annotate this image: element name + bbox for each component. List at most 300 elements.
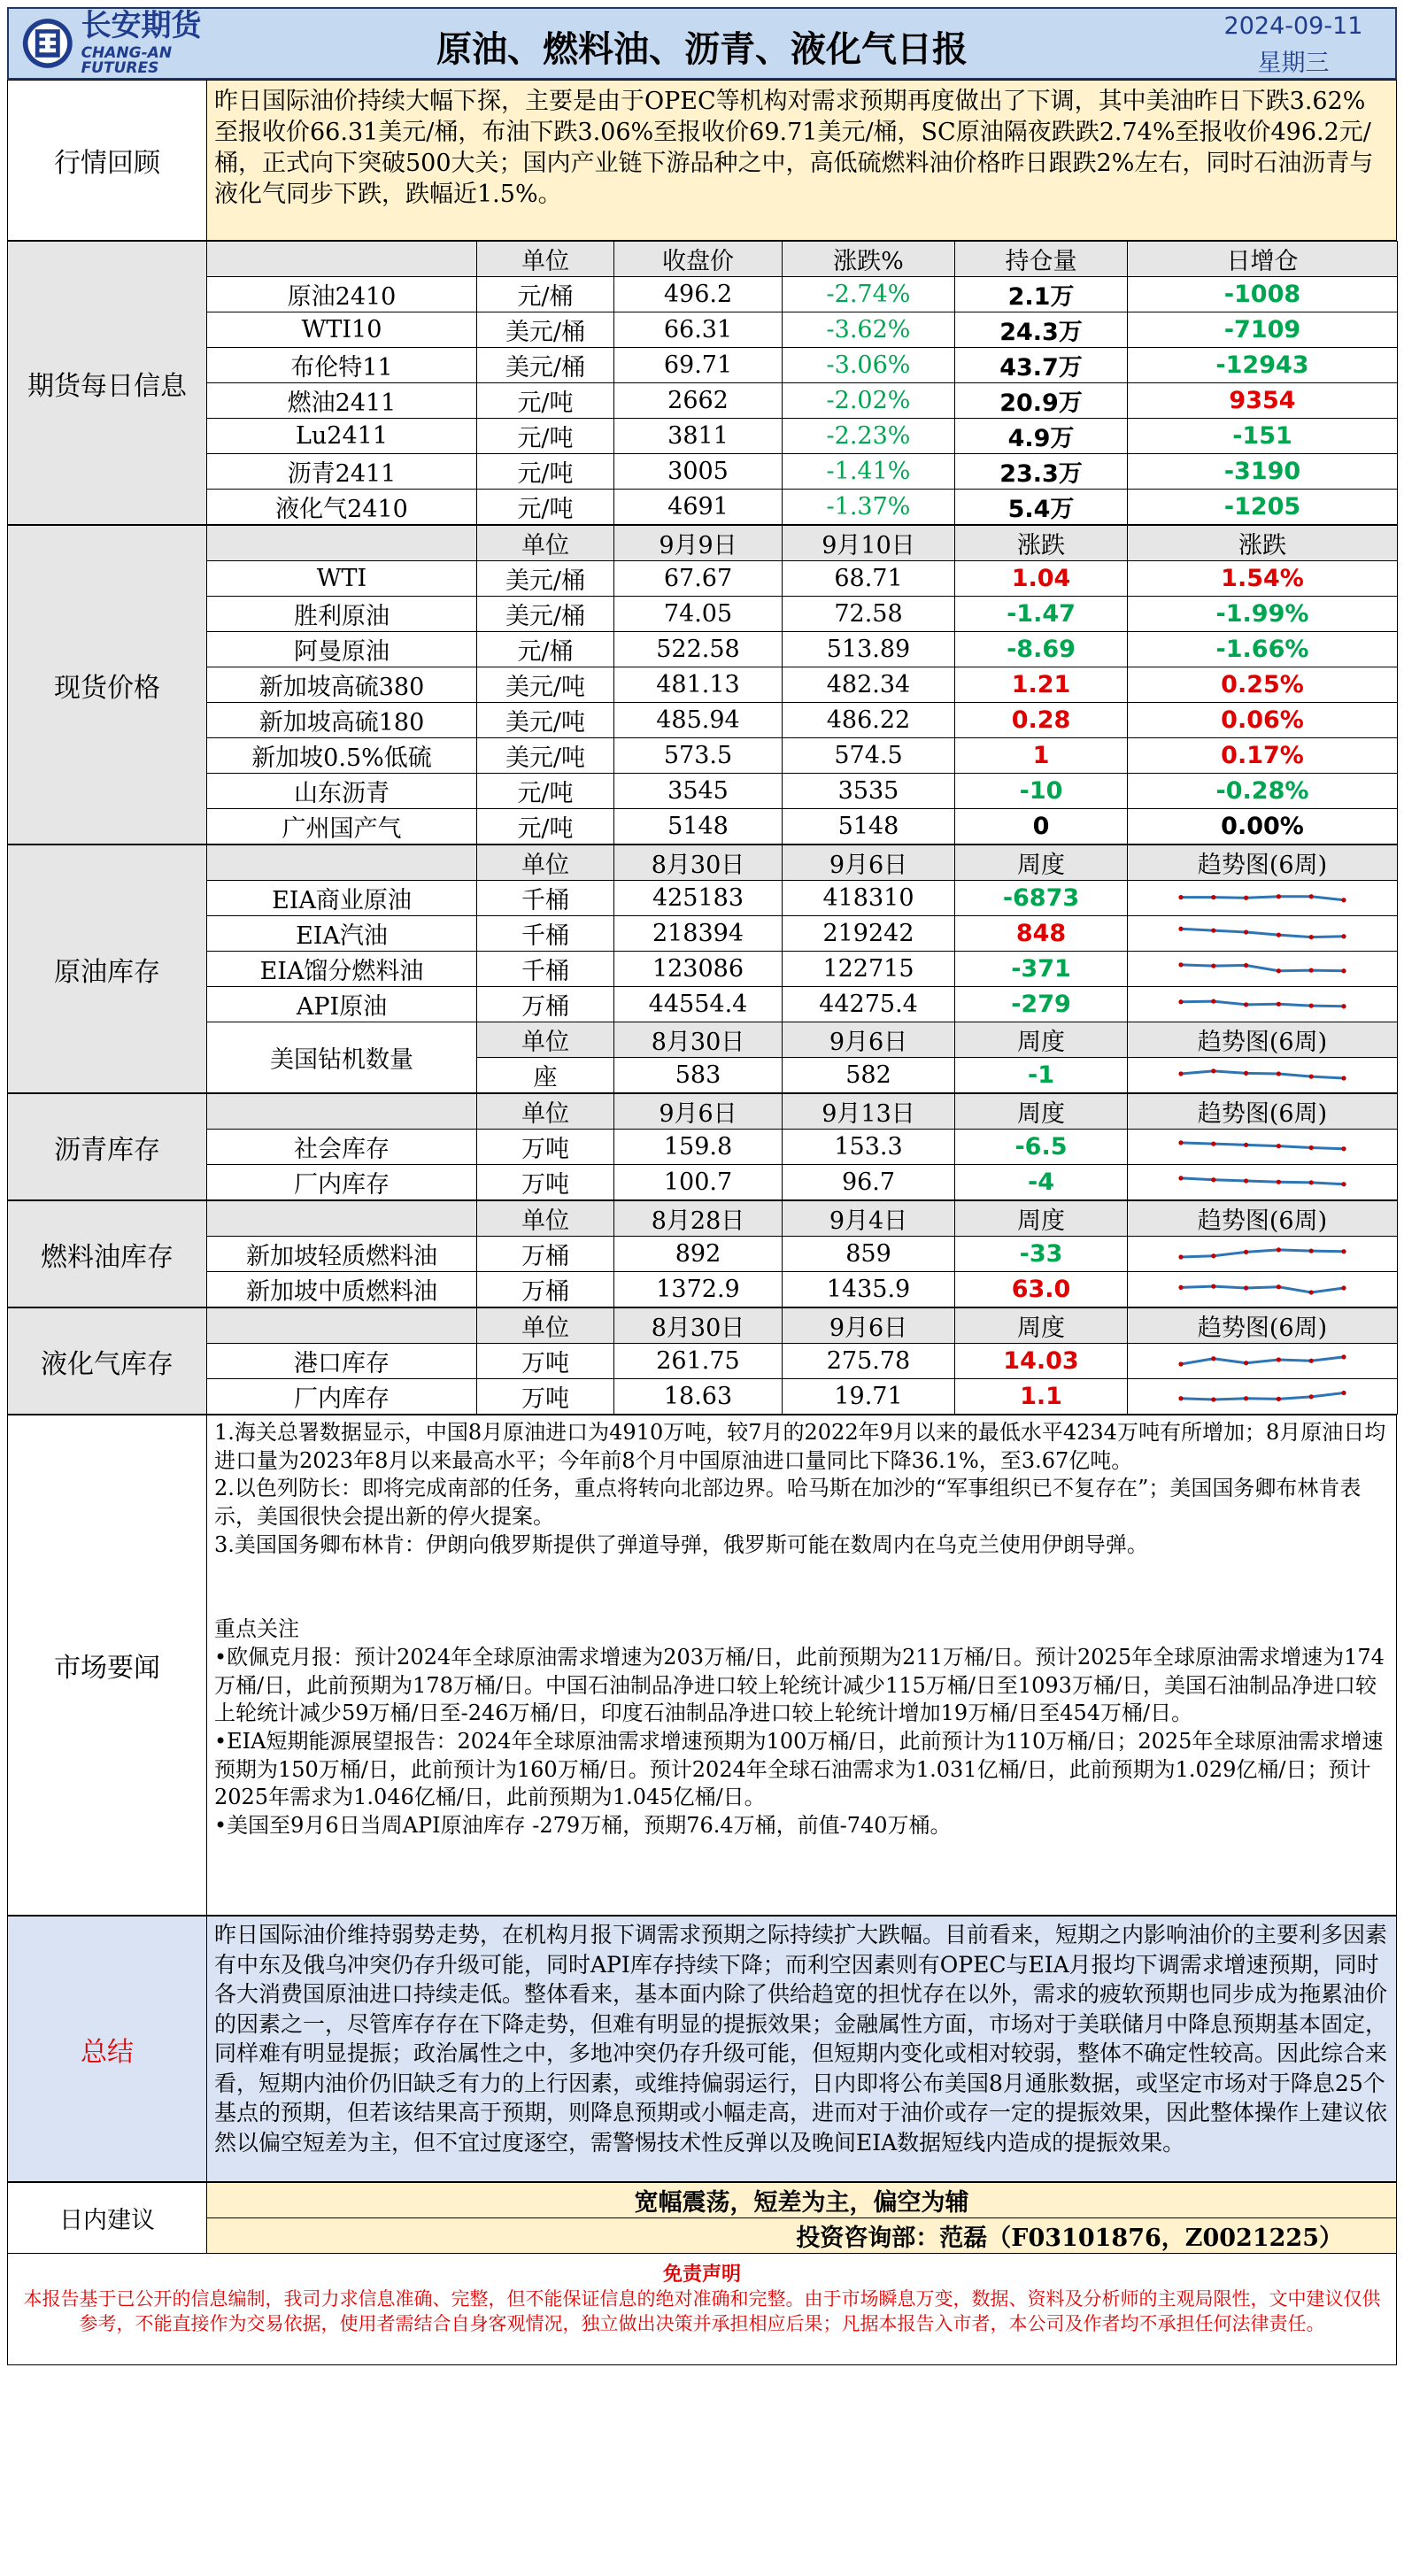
value-prev: 123086 xyxy=(614,952,783,987)
item-name: 厂内库存 xyxy=(207,1379,477,1415)
trend-point xyxy=(1211,929,1215,933)
trend-point xyxy=(1277,1144,1281,1148)
column-header: 周度 xyxy=(955,1094,1128,1130)
spot-row xyxy=(8,667,1398,703)
value-prev: 100.7 xyxy=(614,1165,783,1200)
weekly-change: -4 xyxy=(955,1165,1128,1200)
trend-point xyxy=(1178,1285,1183,1290)
item-name: API原油 xyxy=(207,987,477,1022)
futures-row xyxy=(8,419,1398,454)
news-paragraph: •EIA短期能源展望报告：2024年全球原油需求增速预期为100万桶/日，此前预计为110万桶/日；2025年全球原油需求增速预期为150万桶/日，此前预计为160万桶/日。预计2024年全球石油需求为1.031亿桶/日，此前预期为1.029亿桶/日；预计2025年需求为1.046亿桶/日，此前预期为1.045亿桶/日。 xyxy=(214,1729,1384,1810)
unit: 万吨 xyxy=(477,1165,614,1200)
close-price: 69.71 xyxy=(614,348,783,383)
value-prev: 1372.9 xyxy=(614,1272,783,1307)
crude_inv-section-label: 原油库存 xyxy=(8,845,207,1093)
price-day1: 481.13 xyxy=(614,667,783,703)
contract-name: 原油2410 xyxy=(207,277,477,312)
value-prev: 218394 xyxy=(614,916,783,952)
weekly-change: 1.1 xyxy=(955,1379,1128,1415)
unit: 万吨 xyxy=(477,1130,614,1165)
trend-point xyxy=(1211,1142,1215,1146)
price-day2: 482.34 xyxy=(783,667,955,703)
trend-point xyxy=(1211,1253,1215,1258)
disclaimer xyxy=(7,2254,1397,2365)
unit: 美元/桶 xyxy=(477,348,614,383)
unit: 元/吨 xyxy=(477,383,614,419)
lpg_inv-section-label: 液化气库存 xyxy=(8,1308,207,1415)
change-pct: -3.62% xyxy=(783,312,955,348)
rig-header-row xyxy=(8,1022,1398,1058)
change-pct: -2.74% xyxy=(783,277,955,312)
unit: 元/吨 xyxy=(477,774,614,809)
trend-point xyxy=(1178,1362,1183,1367)
trend-point xyxy=(1211,1356,1215,1361)
value-curr: 1435.9 xyxy=(783,1272,955,1307)
trend-point xyxy=(1341,1004,1346,1008)
contract-name: Lu2411 xyxy=(207,419,477,454)
price-day2: 574.5 xyxy=(783,738,955,774)
trend-point xyxy=(1309,1249,1314,1253)
open-interest: 5.4万 xyxy=(955,490,1128,525)
unit: 座 xyxy=(477,1058,614,1093)
trend-line xyxy=(1181,1286,1344,1292)
trend-point xyxy=(1244,1361,1248,1365)
trend-point xyxy=(1277,1002,1281,1006)
unit: 元/桶 xyxy=(477,632,614,667)
column-header: 周度 xyxy=(955,1022,1128,1058)
column-header: 单位 xyxy=(477,845,614,881)
trend-point xyxy=(1277,1284,1281,1289)
contract-name: 沥青2411 xyxy=(207,454,477,490)
futures-row xyxy=(8,454,1398,490)
unit: 千桶 xyxy=(477,916,614,952)
daily-oi-change: -7109 xyxy=(1128,312,1398,348)
trend-point xyxy=(1244,1286,1248,1291)
fuel_inv-header-row xyxy=(8,1201,1398,1237)
trend-point xyxy=(1211,999,1215,1004)
daily-oi-change: -1205 xyxy=(1128,490,1398,525)
column-header: 9月4日 xyxy=(783,1201,955,1237)
change-pct: -2.23% xyxy=(783,419,955,454)
value-prev: 261.75 xyxy=(614,1344,783,1379)
trend-point xyxy=(1244,1179,1248,1184)
disclaimer-title: 免责声明 xyxy=(662,2263,741,2286)
change-abs: 1.04 xyxy=(955,561,1128,597)
trend-point xyxy=(1244,1071,1248,1076)
futures-row xyxy=(8,312,1398,348)
inventory-row xyxy=(8,1272,1398,1307)
trend-chart-cell xyxy=(1128,1058,1398,1093)
weekly-change: -33 xyxy=(955,1237,1128,1272)
trend-sparkline xyxy=(1174,1244,1351,1264)
unit: 万桶 xyxy=(477,1237,614,1272)
trend-chart-cell xyxy=(1128,1165,1398,1200)
futures-row xyxy=(8,490,1398,525)
column-header: 9月9日 xyxy=(614,526,783,561)
trend-point xyxy=(1211,1069,1215,1074)
trend-sparkline xyxy=(1174,888,1351,908)
change-pct: -2.02% xyxy=(783,383,955,419)
column-header: 周度 xyxy=(955,845,1128,881)
brand-logo xyxy=(9,9,248,78)
column-header: 9月6日 xyxy=(783,1308,955,1344)
trend-point xyxy=(1244,963,1248,968)
spot-row xyxy=(8,809,1398,845)
inventory-row xyxy=(8,881,1398,916)
open-interest: 23.3万 xyxy=(955,454,1128,490)
advice-label: 日内建议 xyxy=(8,2183,207,2254)
trend-line xyxy=(1181,897,1344,900)
spot-row xyxy=(8,774,1398,809)
trend-point xyxy=(1244,1003,1248,1007)
spot-header-row xyxy=(8,526,1398,561)
news-label: 市场要闻 xyxy=(8,1415,207,1916)
price-day2: 5148 xyxy=(783,809,955,845)
weekly-change: 63.0 xyxy=(955,1272,1128,1307)
open-interest: 43.7万 xyxy=(955,348,1128,383)
value-curr: 122715 xyxy=(783,952,955,987)
trend-point xyxy=(1309,968,1314,973)
trend-sparkline xyxy=(1174,923,1351,944)
header-spacer xyxy=(207,242,477,277)
trend-point xyxy=(1341,934,1346,938)
change-pct: 0.00% xyxy=(1128,809,1398,845)
spot-row xyxy=(8,738,1398,774)
inventory-row xyxy=(8,1165,1398,1200)
column-header: 9月6日 xyxy=(783,1022,955,1058)
change-abs: -8.69 xyxy=(955,632,1128,667)
value-prev: 18.63 xyxy=(614,1379,783,1415)
asphalt_inv-section-label: 沥青库存 xyxy=(8,1094,207,1200)
column-header: 周度 xyxy=(955,1201,1128,1237)
trend-point xyxy=(1277,933,1281,937)
trend-point xyxy=(1211,964,1215,968)
value-curr: 219242 xyxy=(783,916,955,952)
trend-point xyxy=(1211,1398,1215,1402)
unit: 元/吨 xyxy=(477,454,614,490)
trend-point xyxy=(1211,895,1215,899)
item-name: 社会库存 xyxy=(207,1130,477,1165)
price-day1: 67.67 xyxy=(614,561,783,597)
futures-section-label: 期货每日信息 xyxy=(8,242,207,525)
header-spacer xyxy=(207,526,477,561)
column-header: 8月30日 xyxy=(614,845,783,881)
news-paragraph: 3.美国国务卿布林肯：伊朗向俄罗斯提供了弹道导弹，俄罗斯可能在数周内在乌克兰使用伊朗导弹。 xyxy=(214,1531,1148,1557)
trend-point xyxy=(1309,894,1314,899)
value-curr: 275.78 xyxy=(783,1344,955,1379)
close-price: 3811 xyxy=(614,419,783,454)
header-spacer xyxy=(207,845,477,881)
daily-oi-change: 9354 xyxy=(1128,383,1398,419)
column-header: 单位 xyxy=(477,1094,614,1130)
trend-point xyxy=(1309,1395,1314,1400)
trend-point xyxy=(1277,1397,1281,1401)
trend-point xyxy=(1309,1145,1314,1150)
open-interest: 4.9万 xyxy=(955,419,1128,454)
trend-point xyxy=(1341,968,1346,973)
news-paragraph: •欧佩克月报：预计2024年全球原油需求增速为203万桶/日，此前预期为211万桶/日。预计2025年全球原油需求增速为174万桶/日，此前预期为178万桶/日。中国石油制品净进口较上轮统计减少115万桶/日至1093万桶/日，美国石油制品净进口较上轮统计减少59万桶/日至-246万桶/日，印度石油制品净进口较上轮统计增加19万桶/日至454万桶/日。 xyxy=(214,1645,1385,1726)
open-interest: 2.1万 xyxy=(955,277,1128,312)
item-name: 港口库存 xyxy=(207,1344,477,1379)
crude_inv-header-row xyxy=(8,845,1398,881)
value-prev: 583 xyxy=(614,1058,783,1093)
price-day2: 3535 xyxy=(783,774,955,809)
value-prev: 159.8 xyxy=(614,1130,783,1165)
inventory-row xyxy=(8,1130,1398,1165)
trend-chart-cell xyxy=(1128,987,1398,1022)
advice-author: 投资咨询部：范磊（F03101876，Z0021225） xyxy=(207,2218,1397,2254)
inventory-row xyxy=(8,916,1398,952)
close-price: 496.2 xyxy=(614,277,783,312)
trend-line xyxy=(1181,1178,1344,1184)
trend-line xyxy=(1181,1071,1344,1078)
price-day1: 522.58 xyxy=(614,632,783,667)
intraday-advice-table xyxy=(7,2182,1397,2254)
unit: 美元/桶 xyxy=(477,312,614,348)
trend-point xyxy=(1277,1358,1281,1362)
trend-point xyxy=(1244,896,1248,900)
trend-point xyxy=(1341,1249,1346,1253)
news-content xyxy=(207,1415,1397,1916)
header-spacer xyxy=(207,1201,477,1237)
trend-chart-cell xyxy=(1128,1272,1398,1307)
trend-sparkline xyxy=(1174,1351,1351,1371)
value-curr: 44275.4 xyxy=(783,987,955,1022)
trend-point xyxy=(1244,930,1248,935)
change-pct: -1.66% xyxy=(1128,632,1398,667)
trend-point xyxy=(1341,1286,1346,1291)
trend-line xyxy=(1181,965,1344,971)
contract-name: 燃油2411 xyxy=(207,383,477,419)
spot-row xyxy=(8,597,1398,632)
column-header: 趋势图(6周) xyxy=(1128,1201,1398,1237)
column-header: 单位 xyxy=(477,526,614,561)
trend-line xyxy=(1181,1357,1344,1364)
change-pct: 0.25% xyxy=(1128,667,1398,703)
review-table xyxy=(7,80,1397,241)
product-name: 新加坡高硫180 xyxy=(207,703,477,738)
trend-point xyxy=(1178,1255,1183,1260)
unit: 美元/桶 xyxy=(477,561,614,597)
trend-chart-cell xyxy=(1128,952,1398,987)
change-abs: -1.47 xyxy=(955,597,1128,632)
trend-point xyxy=(1244,1396,1248,1400)
trend-point xyxy=(1244,1143,1248,1147)
price-day1: 5148 xyxy=(614,809,783,845)
product-name: 胜利原油 xyxy=(207,597,477,632)
trend-sparkline xyxy=(1174,1065,1351,1085)
news-paragraph: 1.海关总署数据显示，中国8月原油进口为4910万吨，较7月的2022年9月以来的最低水平4234万吨有所增加；8月原油日均进口量为2023年8月以来最高水平；今年前8个月中国原油进口量同比下降36.1%，至3.67亿吨。 xyxy=(214,1420,1386,1473)
weekly-change: -6.5 xyxy=(955,1130,1128,1165)
trend-point xyxy=(1341,1146,1346,1151)
value-curr: 19.71 xyxy=(783,1379,955,1415)
trend-line xyxy=(1181,1393,1344,1400)
futures-row xyxy=(8,383,1398,419)
column-header: 单位 xyxy=(477,1022,614,1058)
unit: 美元/吨 xyxy=(477,667,614,703)
column-header: 9月10日 xyxy=(783,526,955,561)
review-text: 昨日国际油价持续大幅下探，主要是由于OPEC等机构对需求预期再度做出了下调，其中美油昨日下跌3.62%至报收价66.31美元/桶，布油下跌3.06%至报收价69.71美元/桶，SC原油隔夜跌跌2.74%至报收价496.2元/桶，正式向下突破500大关；国内产业链下游品种之中，高低硫燃料油价格昨日跟跌2%左右，同时石油沥青与液化气同步下跌，跌幅近1.5%。 xyxy=(207,81,1397,241)
price-day2: 513.89 xyxy=(783,632,955,667)
item-name: 新加坡中质燃料油 xyxy=(207,1272,477,1307)
trend-point xyxy=(1341,1391,1346,1395)
trend-point xyxy=(1277,1180,1281,1184)
change-pct: 0.06% xyxy=(1128,703,1398,738)
column-header: 单位 xyxy=(477,1308,614,1344)
column-header: 趋势图(6周) xyxy=(1128,1094,1398,1130)
price-day1: 74.05 xyxy=(614,597,783,632)
advice-line: 宽幅震荡，短差为主，偏空为辅 xyxy=(207,2183,1397,2218)
market-news-table xyxy=(7,1415,1397,1916)
trend-point xyxy=(1277,1248,1281,1253)
value-curr: 418310 xyxy=(783,881,955,916)
change-pct: 0.17% xyxy=(1128,738,1398,774)
fuel-oil-inventory-table xyxy=(7,1200,1398,1307)
close-price: 2662 xyxy=(614,383,783,419)
trend-point xyxy=(1211,1284,1215,1289)
trend-sparkline xyxy=(1174,959,1351,979)
trend-chart-cell xyxy=(1128,1130,1398,1165)
summary-label: 总结 xyxy=(8,1917,207,2182)
inventory-row xyxy=(8,1379,1398,1415)
trend-point xyxy=(1309,1291,1314,1295)
trend-point xyxy=(1178,999,1183,1004)
change-pct: -0.28% xyxy=(1128,774,1398,809)
disclaimer-text: 本报告基于已公开的信息编制，我司力求信息准确、完整，但不能保证信息的绝对准确和完整。由于市场瞬息万变，数据、资料及分析师的主观局限性，文中建议仅供参考，不能直接作为交易依据，使用者需结合自身客观情况，独立做出决策并承担相应后果；凡据本报告入市者，本公司及作者均不承担任何法律责任。 xyxy=(23,2288,1381,2335)
change-abs: -10 xyxy=(955,774,1128,809)
trend-point xyxy=(1178,895,1183,899)
value-curr: 859 xyxy=(783,1237,955,1272)
trend-point xyxy=(1244,1250,1248,1254)
column-header: 涨跌% xyxy=(783,242,955,277)
daily-oi-change: -1008 xyxy=(1128,277,1398,312)
column-header: 8月30日 xyxy=(614,1022,783,1058)
trend-point xyxy=(1309,1004,1314,1008)
trend-line xyxy=(1181,929,1344,937)
trend-chart-cell xyxy=(1128,1344,1398,1379)
news-paragraph: •美国至9月6日当周API原油库存 -279万桶，预期76.4万桶，前值-740万桶。 xyxy=(214,1813,952,1839)
contract-name: WTI10 xyxy=(207,312,477,348)
contract-name: 布伦特11 xyxy=(207,348,477,383)
trend-sparkline xyxy=(1174,994,1351,1014)
spot-price-table xyxy=(7,525,1398,845)
contract-name: 液化气2410 xyxy=(207,490,477,525)
item-name: 新加坡轻质燃料油 xyxy=(207,1237,477,1272)
column-header: 9月6日 xyxy=(614,1094,783,1130)
weekly-change: -279 xyxy=(955,987,1128,1022)
close-price: 4691 xyxy=(614,490,783,525)
brand-name-en: CHANG-AN FUTURES xyxy=(81,44,173,77)
unit: 万桶 xyxy=(477,987,614,1022)
header-spacer xyxy=(207,1094,477,1130)
changan-logo-icon xyxy=(21,16,74,71)
trend-point xyxy=(1178,1396,1183,1400)
value-curr: 153.3 xyxy=(783,1130,955,1165)
price-day1: 485.94 xyxy=(614,703,783,738)
unit: 元/吨 xyxy=(477,419,614,454)
inventory-row xyxy=(8,1237,1398,1272)
unit: 美元/吨 xyxy=(477,738,614,774)
price-day2: 72.58 xyxy=(783,597,955,632)
lpg_inv-header-row xyxy=(8,1308,1398,1344)
spot-row xyxy=(8,632,1398,667)
product-name: 阿曼原油 xyxy=(207,632,477,667)
item-name: EIA商业原油 xyxy=(207,881,477,916)
report-title: 原油、燃料油、沥青、液化气日报 xyxy=(436,29,968,70)
news-paragraph: 重点关注 xyxy=(214,1616,299,1642)
product-name: 新加坡高硫380 xyxy=(207,667,477,703)
unit: 千桶 xyxy=(477,952,614,987)
column-header: 趋势图(6周) xyxy=(1128,1022,1398,1058)
unit: 美元/吨 xyxy=(477,703,614,738)
column-header: 持仓量 xyxy=(955,242,1128,277)
change-abs: 0 xyxy=(955,809,1128,845)
inventory-row xyxy=(8,987,1398,1022)
column-header: 涨跌 xyxy=(1128,526,1398,561)
trend-point xyxy=(1277,1072,1281,1076)
trend-sparkline xyxy=(1174,1386,1351,1407)
price-day1: 573.5 xyxy=(614,738,783,774)
unit: 美元/桶 xyxy=(477,597,614,632)
unit: 千桶 xyxy=(477,881,614,916)
close-price: 66.31 xyxy=(614,312,783,348)
futures-table xyxy=(7,241,1398,525)
trend-point xyxy=(1309,1181,1314,1185)
column-header: 8月30日 xyxy=(614,1308,783,1344)
value-prev: 892 xyxy=(614,1237,783,1272)
open-interest: 20.9万 xyxy=(955,383,1128,419)
column-header: 日增仓 xyxy=(1128,242,1398,277)
value-prev: 44554.4 xyxy=(614,987,783,1022)
trend-line xyxy=(1181,1250,1344,1257)
item-name: 厂内库存 xyxy=(207,1165,477,1200)
daily-oi-change: -3190 xyxy=(1128,454,1398,490)
unit: 万桶 xyxy=(477,1272,614,1307)
column-header: 单位 xyxy=(477,242,614,277)
summary-text: 昨日国际油价维持弱势走势，在机构月报下调需求预期之际持续扩大跌幅。目前看来，短期之内影响油价的主要利多因素有中东及俄乌冲突仍存升级可能，同时API库存持续下降；而利空因素则有OPEC与EIA月报均下调需求增速预期，同时各大消费国原油进口持续走低。整体看来，基本面内除了供给趋宽的担忧存在以外，需求的疲软预期也同步成为拖累油价的因素之一，尽管库存存在下降走势，但难有明显的提振效果；金融属性方面，市场对于美联储月中降息预期基本固定，同样难有明显提振；政治属性之中，多地冲突仍存升级可能，但短期内变化或相对较弱，整体不确定性较高。因此综合来看，短期内油价仍旧缺乏有力的上行因素，或维持偏弱运行，日内即将公布美国8月通胀数据，或坚定市场对于降息25个基点的预期，但若该结果高于预期，则降息预期或小幅走高，进而对于油价或存一定的提振效果，因此整体操作上建议依然以偏空短差为主，但不宜过度逐空，需警惕技术性反弹以及晚间EIA数据短线内造成的提振效果。 xyxy=(207,1917,1397,2182)
trend-point xyxy=(1309,935,1314,939)
product-name: 新加坡0.5%低硫 xyxy=(207,738,477,774)
trend-point xyxy=(1309,1075,1314,1079)
unit: 元/吨 xyxy=(477,809,614,845)
close-price: 3005 xyxy=(614,454,783,490)
open-interest: 24.3万 xyxy=(955,312,1128,348)
report-date-box xyxy=(1200,12,1386,78)
trend-point xyxy=(1178,963,1183,968)
column-header: 单位 xyxy=(477,1201,614,1237)
value-curr: 582 xyxy=(783,1058,955,1093)
report-header xyxy=(7,7,1397,80)
trend-point xyxy=(1277,894,1281,899)
news-paragraph: 2.以色列防长：即将完成南部的任务，重点将转向北部边界。哈马斯在加沙的“军事组织已不复存在”；美国国务卿布林肯表示，美国很快会提出新的停火提案。 xyxy=(214,1476,1362,1530)
summary-table xyxy=(7,1916,1397,2182)
product-name: 山东沥青 xyxy=(207,774,477,809)
asphalt-inventory-table xyxy=(7,1093,1398,1200)
trend-line xyxy=(1181,1001,1344,1006)
column-header: 涨跌 xyxy=(955,526,1128,561)
trend-point xyxy=(1178,927,1183,931)
futures-header-row xyxy=(8,242,1398,277)
value-curr: 96.7 xyxy=(783,1165,955,1200)
trend-point xyxy=(1277,968,1281,973)
trend-chart-cell xyxy=(1128,916,1398,952)
item-name: EIA馏分燃料油 xyxy=(207,952,477,987)
column-header: 9月6日 xyxy=(783,845,955,881)
trend-point xyxy=(1178,1072,1183,1076)
price-day1: 3545 xyxy=(614,774,783,809)
trend-point xyxy=(1178,1141,1183,1145)
change-pct: -1.41% xyxy=(783,454,955,490)
